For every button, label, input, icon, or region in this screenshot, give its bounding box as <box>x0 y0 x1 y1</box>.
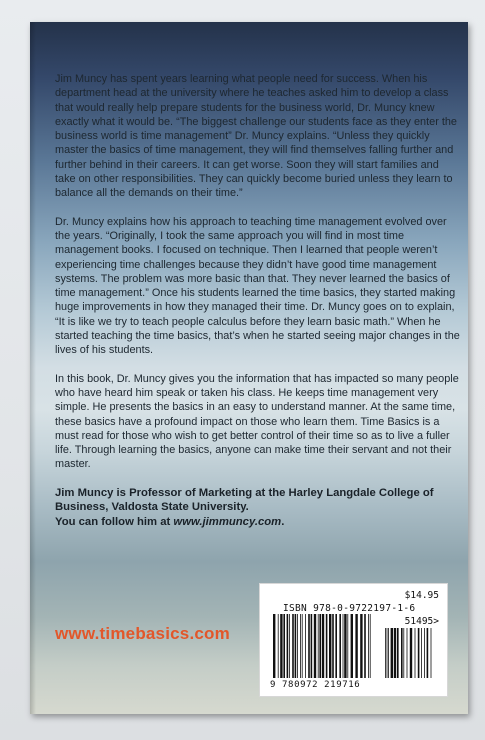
isbn-label: ISBN 978-0-9722197-1-6 <box>283 603 416 614</box>
author-website: www.jimmuncy.com <box>173 515 282 528</box>
author-bio-line1: Jim Muncy is Professor of Marketing at the Harley Langdale College of Business, Valdosta State University. <box>55 486 434 514</box>
author-bio-period: . <box>281 515 285 528</box>
blurb-paragraph-2: Dr. Muncy explains how his approach to teaching time management evolved over the years. “Originally, I took the same approach you will find in most time management books. I focused on technique. Then I learned that people weren’t experiencing time challenges because they didn’t have good time management systems. The problem was more basic than that. They never learned the basics of time management.” Once his students learned the time basics, they started making huge improvements in how they managed their time. Dr. Muncy goes on to explain, “It is like we try to teach people calculus before they learn basic math.” When he started teaching the time basics, that’s when he started seeing major changes in the lives of his students. <box>55 215 460 357</box>
price-addon-code: 51495> <box>404 616 439 627</box>
barcode-box <box>259 583 448 697</box>
price-label: $14.95 <box>404 590 439 601</box>
book-spine-shadow <box>30 22 36 714</box>
book-website: www.timebasics.com <box>55 624 230 643</box>
author-bio-follow: You can follow him at <box>55 515 174 528</box>
addon-barcode <box>384 628 434 678</box>
blurb-paragraph-3: In this book, Dr. Muncy gives you the information that has impacted so many people who have heard him speak or taken his class. He keeps time management very simple. He presents the basics in an easy to understand manner. At the same time, these basics have a profound impact on those who learn them. Time Basics is a must read for those who wish to get better control of their time so as to live a fuller life. Through learning the basics, anyone can make time their servant and not their master. <box>55 372 459 471</box>
ean-digits: 9 780972 219716 <box>270 680 361 690</box>
back-cover-blurb <box>55 72 460 543</box>
ean-barcode <box>272 614 372 678</box>
blurb-paragraph-1: Jim Muncy has spent years learning what people need for success. When his department head at the university where he teaches asked him to develop a class that would really help prepare students for the business world, Dr. Muncy knew exactly what it would be. “The biggest challenge our students face as they enter the business world is time management” Dr. Muncy explains. “Unless they quickly master the basics of time management, they will find themselves falling further and further behind in their careers. It can get worse. Soon they will start families and take on other responsibilities. They can quickly become buried unless they learn to balance all the demands on their time.” <box>55 73 457 200</box>
author-bio <box>55 486 460 530</box>
